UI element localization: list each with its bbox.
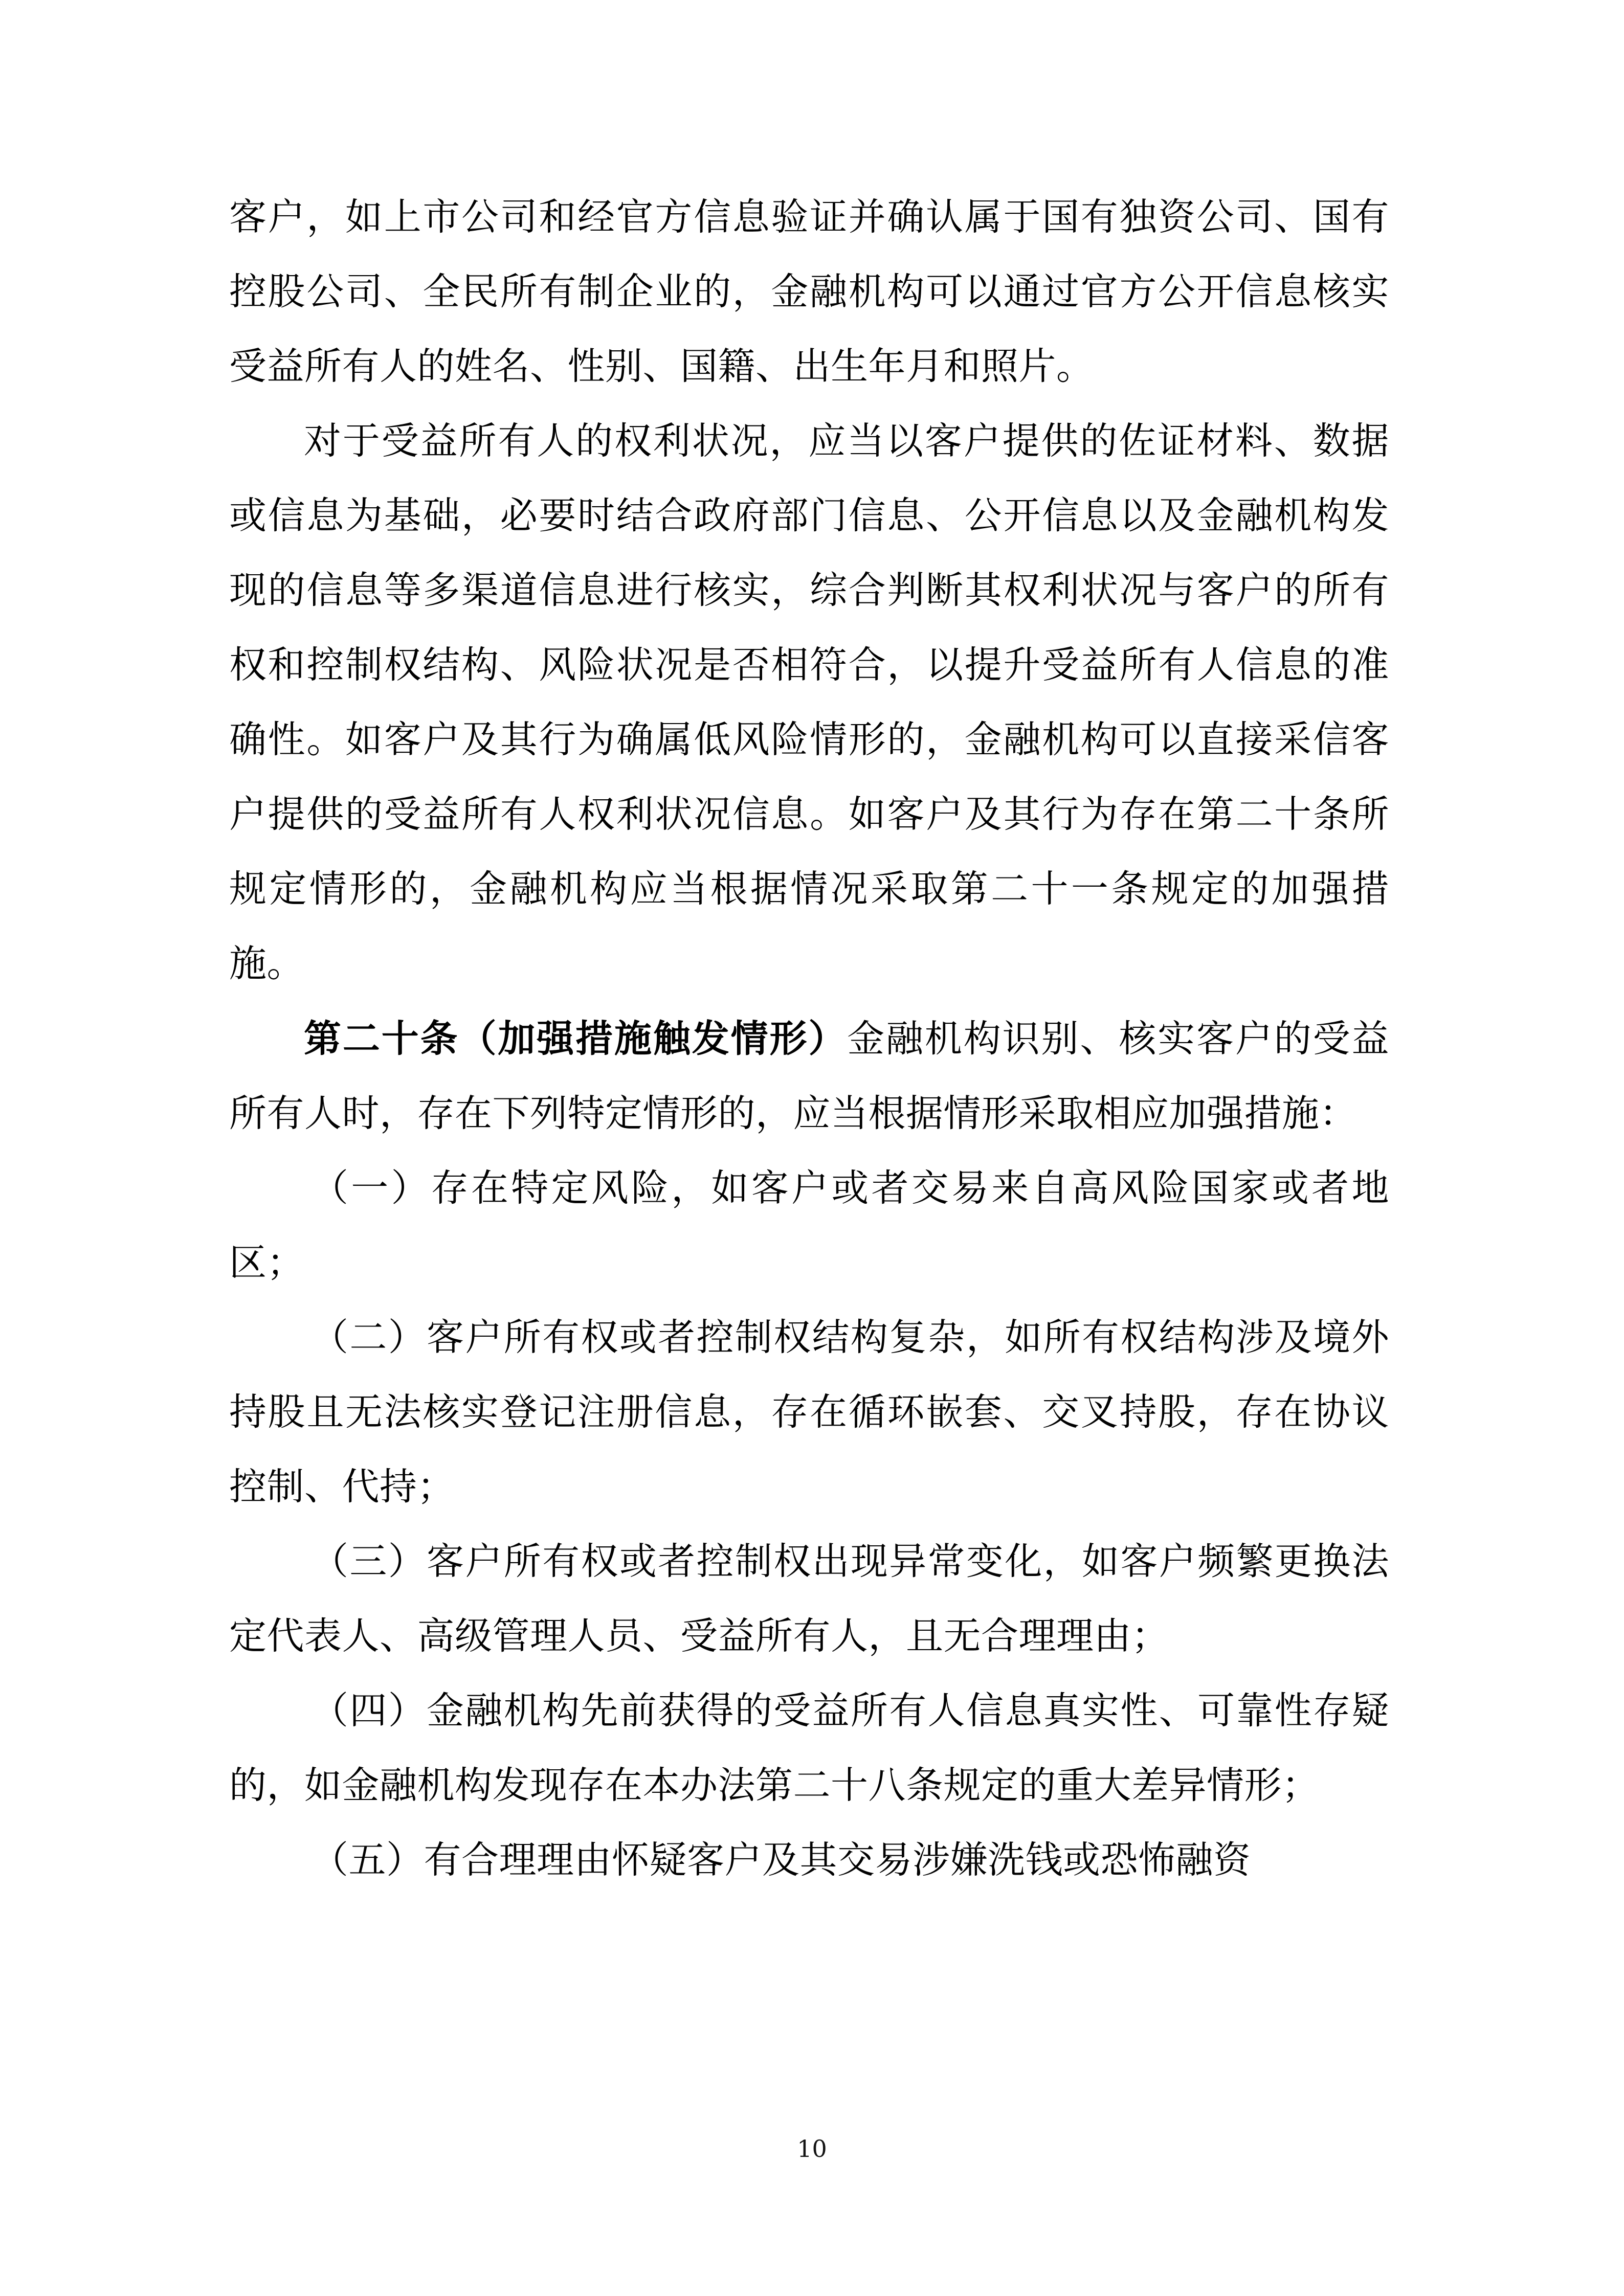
article-20-heading: 第二十条（加强措施触发情形） bbox=[304, 1017, 848, 1061]
article-20-text: 金融机构识别、核实客户的受益所有人时，存在下列特定情形的，应当根据情形采取相应加强措施： bbox=[229, 1017, 1390, 1135]
list-item-1: （一）存在特定风险，如客户或者交易来自高风险国家或者地区； bbox=[229, 1166, 1389, 1285]
list-item-3: （三）客户所有权或者控制权出现异常变化，如客户频繁更换法定代表人、高级管理人员、受益所有人，且无合理理由； bbox=[229, 1540, 1389, 1658]
paragraph-continuation: 客户，如上市公司和经官方信息验证并确认属于国有独资公司、国有控股公司、全民所有制企业的，金融机构可以通过官方公开信息核实受益所有人的姓名、性别、国籍、出生年月和照片。 bbox=[229, 195, 1389, 388]
paragraph-article-20 bbox=[229, 1001, 1389, 1151]
list-item-2: （二）客户所有权或者控制权结构复杂，如所有权结构涉及境外持股且无法核实登记注册信息，存在循环嵌套、交叉持股，存在协议控制、代持； bbox=[229, 1316, 1389, 1509]
paragraph-beneficial-owner-rights: 对于受益所有人的权利状况，应当以客户提供的佐证材料、数据或信息为基础，必要时结合政府部门信息、公开信息以及金融机构发现的信息等多渠道信息进行核实，综合判断其权利状况与客户的所有权和控制权结构、风险状况是否相符合，以提升受益所有人信息的准确性。如客户及其行为确属低风险情形的，金融机构可以直接采信客户提供的受益所有人权利状况信息。如客户及其行为存在第二十条所规定情形的，金融机构应当根据情况采取第二十一条规定的加强措施。 bbox=[229, 419, 1389, 985]
list-item-5: （五）有合理理由怀疑客户及其交易涉嫌洗钱或恐怖融资 bbox=[311, 1838, 1251, 1882]
list-item-4: （四）金融机构先前获得的受益所有人信息真实性、可靠性存疑的，如金融机构发现存在本办法第二十八条规定的重大差异情形； bbox=[229, 1689, 1389, 1807]
page-number: 10 bbox=[797, 2135, 827, 2163]
page-body bbox=[229, 180, 1389, 1898]
